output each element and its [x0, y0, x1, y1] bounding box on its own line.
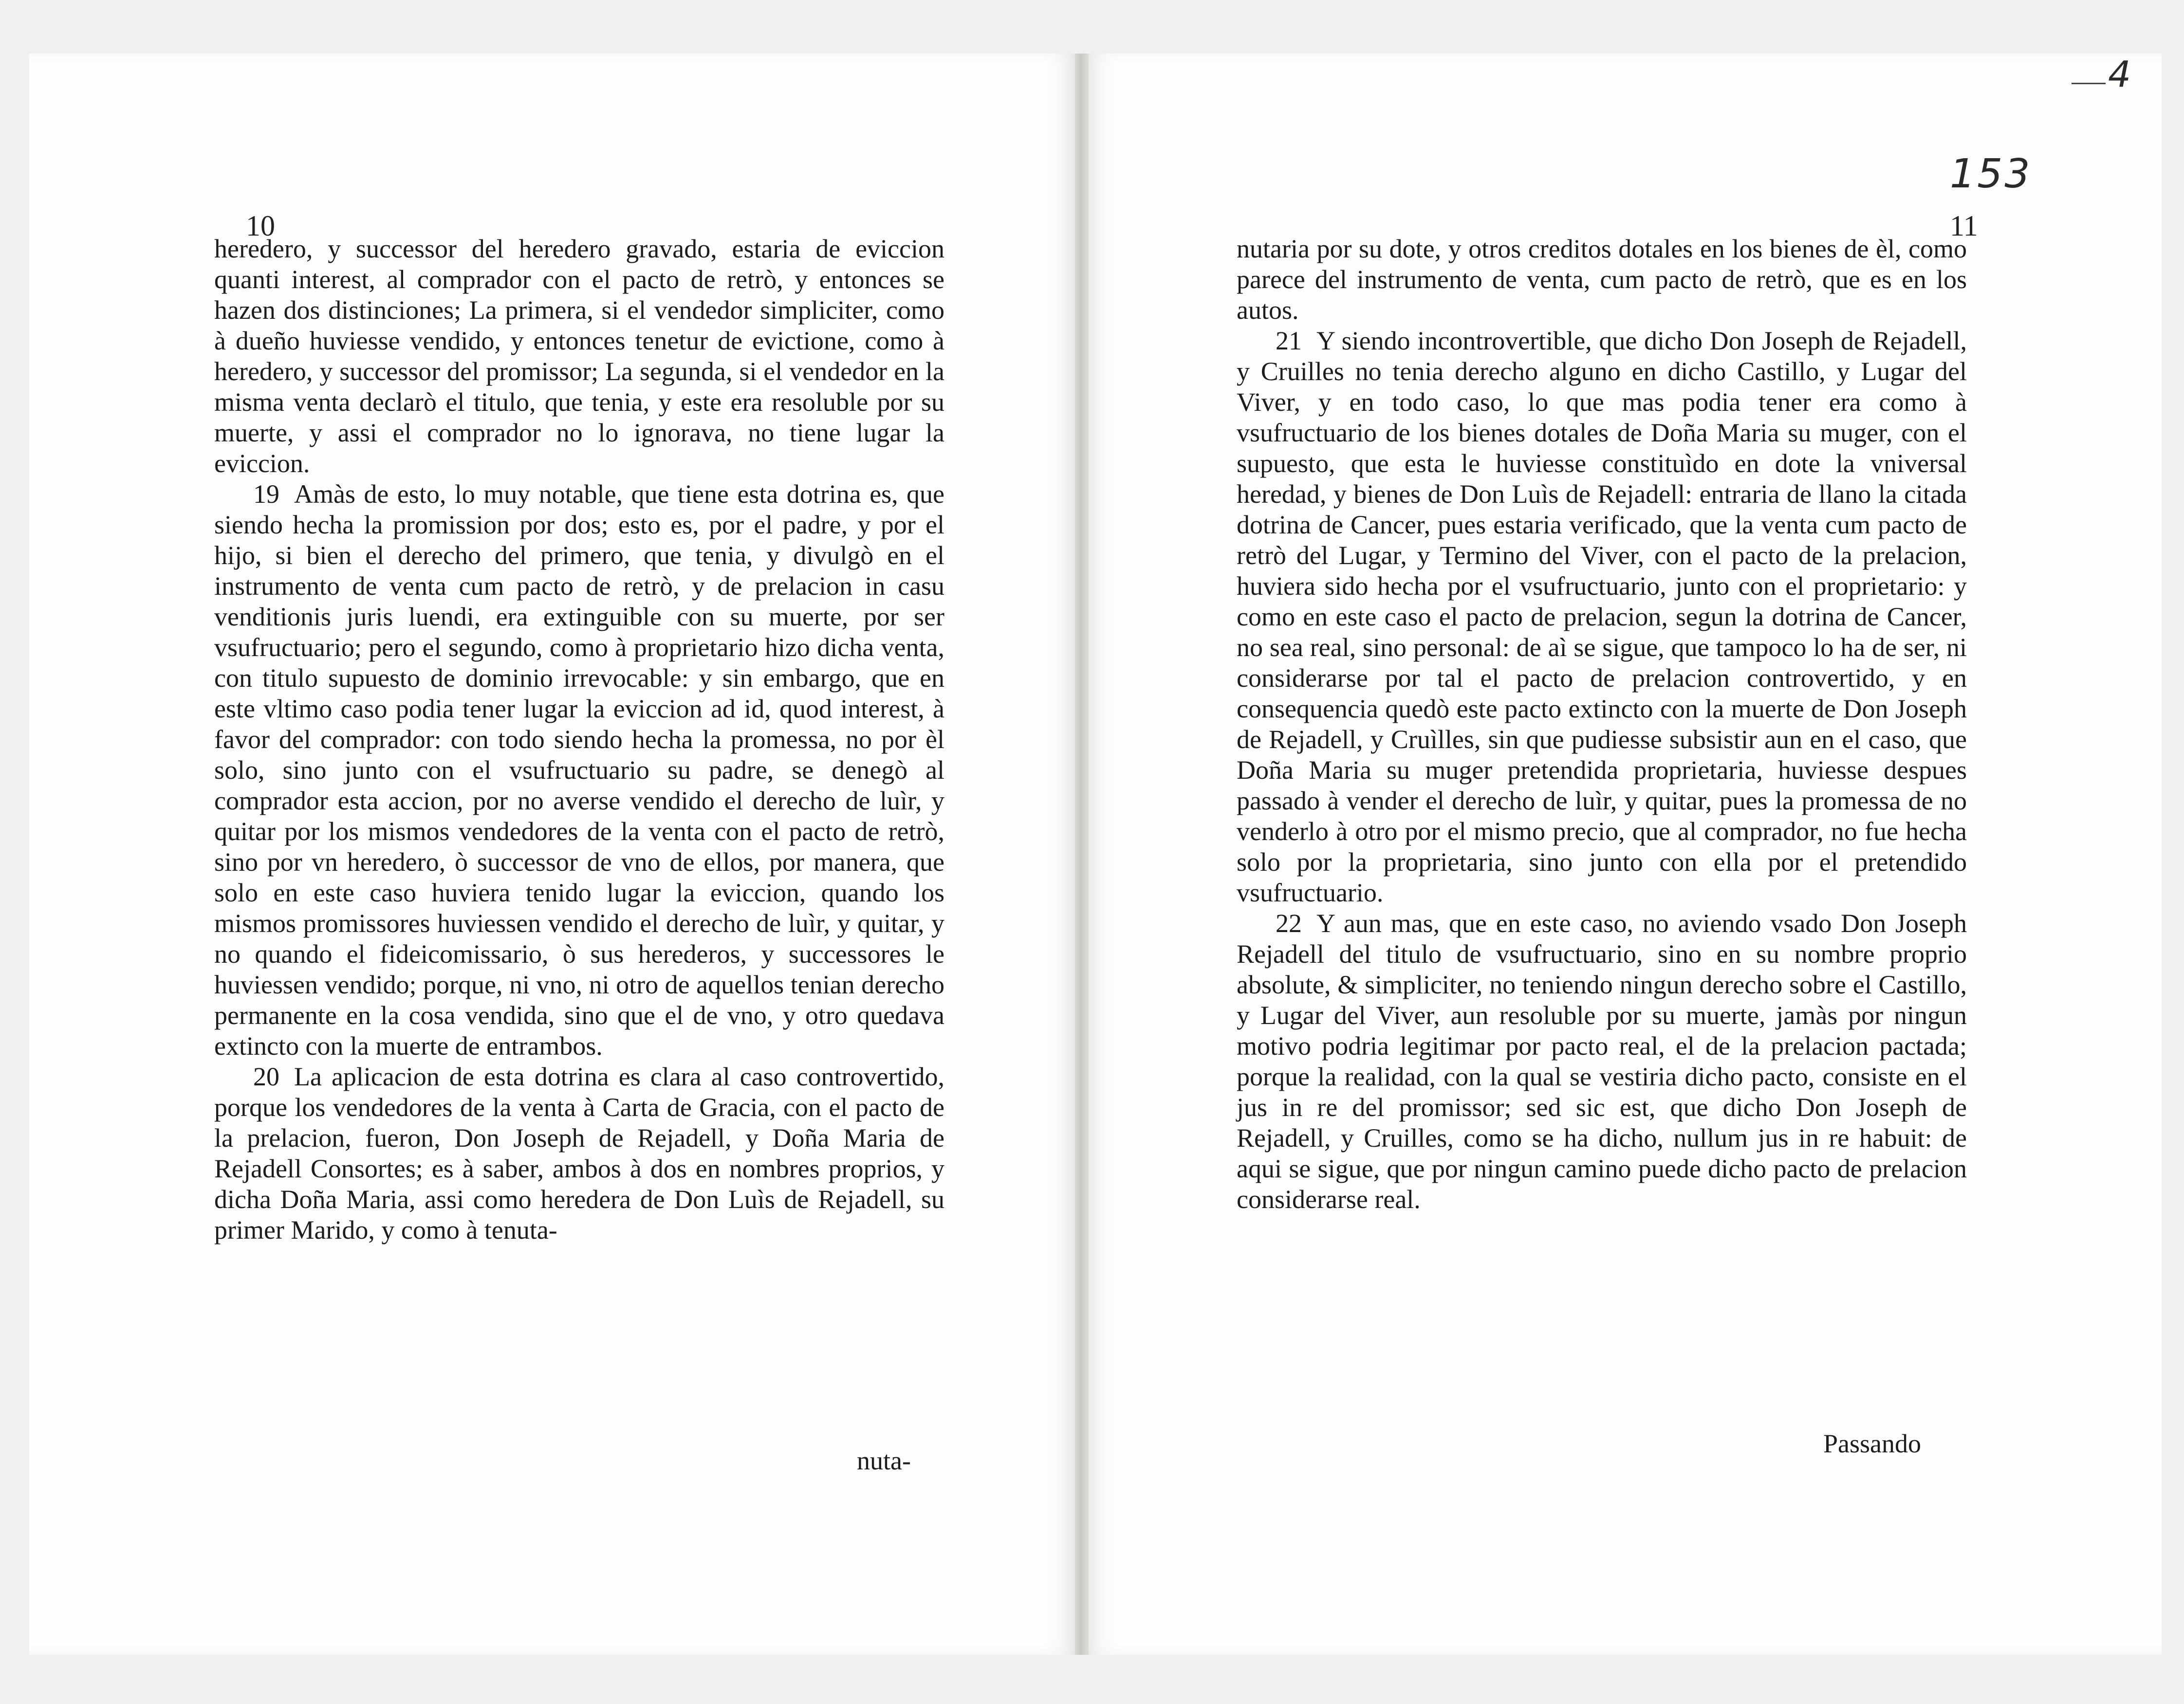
paragraph-number: 21	[1276, 326, 1302, 355]
left-catchword: nuta-	[857, 1446, 911, 1475]
book-gutter	[1075, 54, 1089, 1655]
paragraph-number: 19	[253, 479, 279, 509]
paragraph-22: 22 Y aun mas, que en este caso, no aviendo vsado Don Joseph Rejadell del titulo de vsufructuario, sino en su nombre proprio absolute, & simpliciter, no teniendo ningun derecho sobre el Castillo, y Lugar del Viver, aun resoluble por su muerte, jamàs por ningun motivo podria legitimar por pacto real, el de la prelacion pactada; porque la realidad, con la qual se vestiria dicho pacto, consiste en el jus in re del promissor; sed sic est, que dicho Don Joseph de Rejadell, y Cruilles, como se ha dicho, nullum jus in re habuit: de aqui se sigue, que por ningun camino puede dicho pacto de prelacion considerarse real.	[1237, 909, 1967, 1214]
handwritten-folio-number: 153	[1950, 151, 2032, 197]
paragraph: heredero, y successor del heredero gravado, estaria de eviccion quanti interest, al comprador con el pacto de retrò, y entonces se hazen dos distinciones; La primera, si el vendedor simpliciter, como à dueño huviesse vendido, y entonces tenetur de evictione, como à heredero, y successor del promissor; La segunda, si el vendedor en la misma venta declarò el titulo, que tenia, y este era resoluble por su muerte, y assi el comprador no lo ignorava, no tiene lugar la eviccion.	[214, 234, 944, 478]
paragraph-19: 19 Amàs de esto, lo muy notable, que tiene esta dotrina es, que siendo hecha la promission por dos; esto es, por el padre, y por el hijo, si bien el derecho del primero, que tenia, y divulgò en el instrumento de venta cum pacto de retrò, y de prelacion in casu venditionis juris luendi, era extinguible con su muerte, por ser vsufructuario; pero el segundo, como à proprietario hizo dicha venta, con titulo supuesto de dominio irrevocable: y sin embargo, que en este vltimo caso podia tener lugar la eviccion ad id, quod interest, à favor del comprador: con todo siendo hecha la promessa, no por èl solo, sino junto con el vsufructuario su padre, se denegò al comprador esta accion, por no averse vendido el derecho de luìr, y quitar por los mismos vendedores de la venta con el pacto de retrò, sino por vn heredero, ò successor de vno de ellos, por manera, que solo en este caso huviera tenido lugar la eviccion, quando los mismos promissores huviessen vendido el derecho de luìr, y quitar, y no quando el fideicomissario, ò sus herederos, y successores le huviessen vendido; porque, ni vno, ni otro de aquellos tenian derecho permanente en la cosa vendida, sino que el de vno, y otro quedava extincto con la muerte de entrambos.	[214, 479, 944, 1061]
paragraph: nutaria por su dote, y otros creditos dotales en los bienes de èl, como parece del instrumento de venta, cum pacto de retrò, que es en los autos.	[1237, 234, 1967, 325]
right-page-number: 11	[1950, 210, 1978, 242]
paragraph-number: 22	[1276, 909, 1302, 938]
right-page-text	[1237, 234, 1967, 1215]
left-page-number: 10	[246, 210, 275, 242]
left-page-text	[214, 234, 944, 1246]
handwritten-corner-mark: 4	[2108, 54, 2131, 95]
right-catchword: Passando	[1823, 1429, 1921, 1458]
paragraph-20: 20 La aplicacion de esta dotrina es clara al caso controvertido, porque los vendedores de la venta à Carta de Gracia, con el pacto de la prelacion, fueron, Don Joseph de Rejadell, y Doña Maria de Rejadell Consortes; es à saber, ambos à dos en nombres proprios, y dicha Doña Maria, assi como heredera de Don Luìs de Rejadell, su primer Marido, y como à tenuta-	[214, 1062, 944, 1245]
handwritten-dash	[2072, 83, 2106, 84]
paragraph-21: 21 Y siendo incontrovertible, que dicho Don Joseph de Rejadell, y Cruilles no tenia derecho alguno en dicho Castillo, y Lugar del Viver, y en todo caso, lo que mas podia tener era como à vsufructuario de los bienes dotales de Doña Maria su muger, con el supuesto, que esta le huviesse constituìdo en dote la vniversal heredad, y bienes de Don Luìs de Rejadell: entraria de llano la citada dotrina de Cancer, pues estaria verificado, que la venta cum pacto de retrò del Lugar, y Termino del Viver, con el pacto de la prelacion, huviera sido hecha por el vsufructuario, junto con el proprietario: y como en este caso el pacto de prelacion, segun la dotrina de Cancer, no sea real, sino personal: de aì se sigue, que tampoco lo ha de ser, ni considerarse por tal el pacto de prelacion controvertido, y en consequencia quedò este pacto extincto con la muerte de Don Joseph de Rejadell, y Cruìlles, sin que pudiesse subsistir aun en el caso, que Doña Maria su muger pretendida proprietaria, huviesse despues passado à vender el derecho de luìr, y quitar, pues la promessa de no venderlo à otro por el mismo precio, que al comprador, no fue hecha solo por la proprietaria, sino junto con ella por el pretendido vsufructuario.	[1237, 326, 1967, 907]
paragraph-number: 20	[253, 1062, 279, 1091]
